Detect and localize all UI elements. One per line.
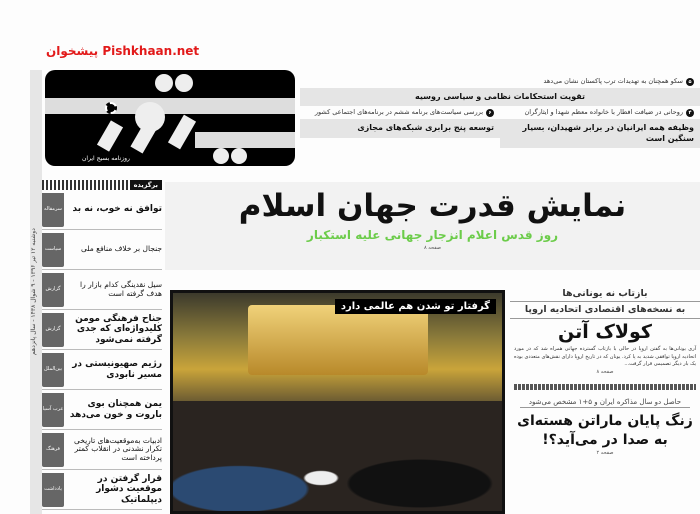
story-body: آری یونانی‌ها به گفتن اروپا در حالی با بازتاب گسترده جهانی همراه شد که در مورد اتحادیه اروپا توافقی شدید به پا کرد. یونان که در تاریخ اروپا دارای نقش‌های متعددی بوده یک بار دیگر تصمیمی قرار گرفت... bbox=[514, 346, 696, 368]
sidebar-item-title: رژیم صهیونیستی در مسیر نابودی bbox=[72, 359, 162, 380]
story-title[interactable]: زنگ پایان ماراتن هسته‌ای به صدا در می‌آید؟! bbox=[517, 413, 693, 448]
crowd-image bbox=[173, 401, 502, 511]
page-ref: صفحه ۲ bbox=[596, 449, 614, 456]
lead-photo bbox=[170, 290, 505, 514]
sidebar-item[interactable] bbox=[42, 390, 162, 430]
sidebar-item-tag: گزارش bbox=[42, 313, 64, 347]
story-kicker: حاصل دو سال مذاکره ایران و ۵+۱ مشخص می‌شود bbox=[520, 398, 690, 408]
sidebar-item-tag: عرب آسیا bbox=[42, 393, 64, 427]
sidebar-item[interactable] bbox=[42, 470, 162, 510]
sidebar-item[interactable] bbox=[42, 310, 162, 350]
sidebar-item-title: قرار گرفتن در موقعیت دشوار دیپلماتیک bbox=[96, 473, 162, 505]
top-teasers bbox=[300, 75, 700, 148]
sidebar-item[interactable] bbox=[42, 230, 162, 270]
teaser-kicker: ۵سکو همچنان به تهدیدات ترب پاکستان نشان می‌دهد bbox=[300, 75, 700, 88]
sidebar-item-tag: گزارش bbox=[42, 273, 64, 307]
sidebar-item-title: جناح فرهنگی مومن کلیدواژه‌ای که جدی گرفته نمی‌شود bbox=[75, 313, 162, 345]
masthead-logo bbox=[45, 70, 295, 166]
logo-subtitle: روزنامه بسیج ایران bbox=[82, 155, 130, 162]
teaser-title[interactable]: تقویت استحکامات نظامی و سیاسی روسیه bbox=[300, 88, 700, 106]
sidebar-item-title: توافق نه خوب، نه بد bbox=[72, 204, 162, 215]
photo-caption: گرفتار تو شدن هم عالمی دارد bbox=[335, 299, 496, 314]
date-strip: دوشنبه ۱۲ تیر ۱۳۹۶ - ۹ شوال ۱۴۳۸ - سال پانزدهم bbox=[30, 70, 42, 514]
sidebar-item-tag: سیاست bbox=[42, 233, 64, 267]
sidebar-item-tag: یادداشت bbox=[42, 473, 64, 507]
right-column bbox=[510, 288, 700, 457]
page-ref: صفحه ۸ bbox=[596, 368, 614, 375]
sidebar-item-title: جنجال بر خلاف منافع ملی bbox=[80, 244, 162, 254]
sidebar-item-title: یمن همچنان بوی باروت و خون می‌دهد bbox=[69, 399, 162, 420]
teaser-title[interactable]: توسعه پنج برابری شبکه‌های مجازی bbox=[300, 119, 500, 137]
main-story bbox=[165, 182, 700, 270]
sidebar-item-title: سیل نقدینگی کدام بازار را هدف گرفته است bbox=[80, 279, 162, 298]
teaser-title[interactable]: وظیفه همه ایرانیان در برابر شهیدان، بسیار سنگین است bbox=[500, 119, 700, 148]
sidebar-item-title: ادبیات به‌موقعیت‌های تاریخی تکرار نشدنی در انقلاب کمتر پرداخته است bbox=[73, 435, 162, 462]
main-headline[interactable]: نمایش قدرت جهان اسلام bbox=[238, 188, 627, 224]
sidebar-item[interactable] bbox=[42, 350, 162, 390]
teaser-kicker: ۶بررسی سیاست‌های برنامه ششم در برنامه‌های اجتماعی کشور bbox=[300, 106, 500, 119]
sidebar-item-tag: بین‌الملل bbox=[42, 353, 64, 387]
story-title[interactable]: کولاک آتن bbox=[558, 320, 652, 343]
divider bbox=[514, 384, 696, 390]
watermark: پیشخوان Pishkhaan.net bbox=[46, 44, 200, 58]
shrine-image bbox=[248, 305, 428, 375]
sidebar-highlights bbox=[42, 180, 162, 510]
sidebar-header: برگزیده bbox=[42, 180, 162, 190]
sidebar-item-tag: فرهنگ bbox=[42, 433, 64, 467]
main-subhead: روز قدس اعلام انزجار جهانی علیه استکبار bbox=[306, 228, 559, 243]
sidebar-item-tag: سرمقاله bbox=[42, 193, 64, 227]
story-kicker: به نسخه‌های اقتصادی اتحادیه اروپا bbox=[510, 304, 700, 318]
teaser-kicker: ۴روحانی در ضیافت افطار با خانواده معظم شهدا و ایثارگران bbox=[500, 106, 700, 119]
sidebar-item[interactable] bbox=[42, 190, 162, 230]
sidebar-item[interactable] bbox=[42, 270, 162, 310]
sidebar-item[interactable] bbox=[42, 430, 162, 470]
story-kicker: بازتاب نه یونانی‌ها bbox=[510, 288, 700, 302]
page-ref: صفحه ۸ bbox=[424, 244, 441, 251]
